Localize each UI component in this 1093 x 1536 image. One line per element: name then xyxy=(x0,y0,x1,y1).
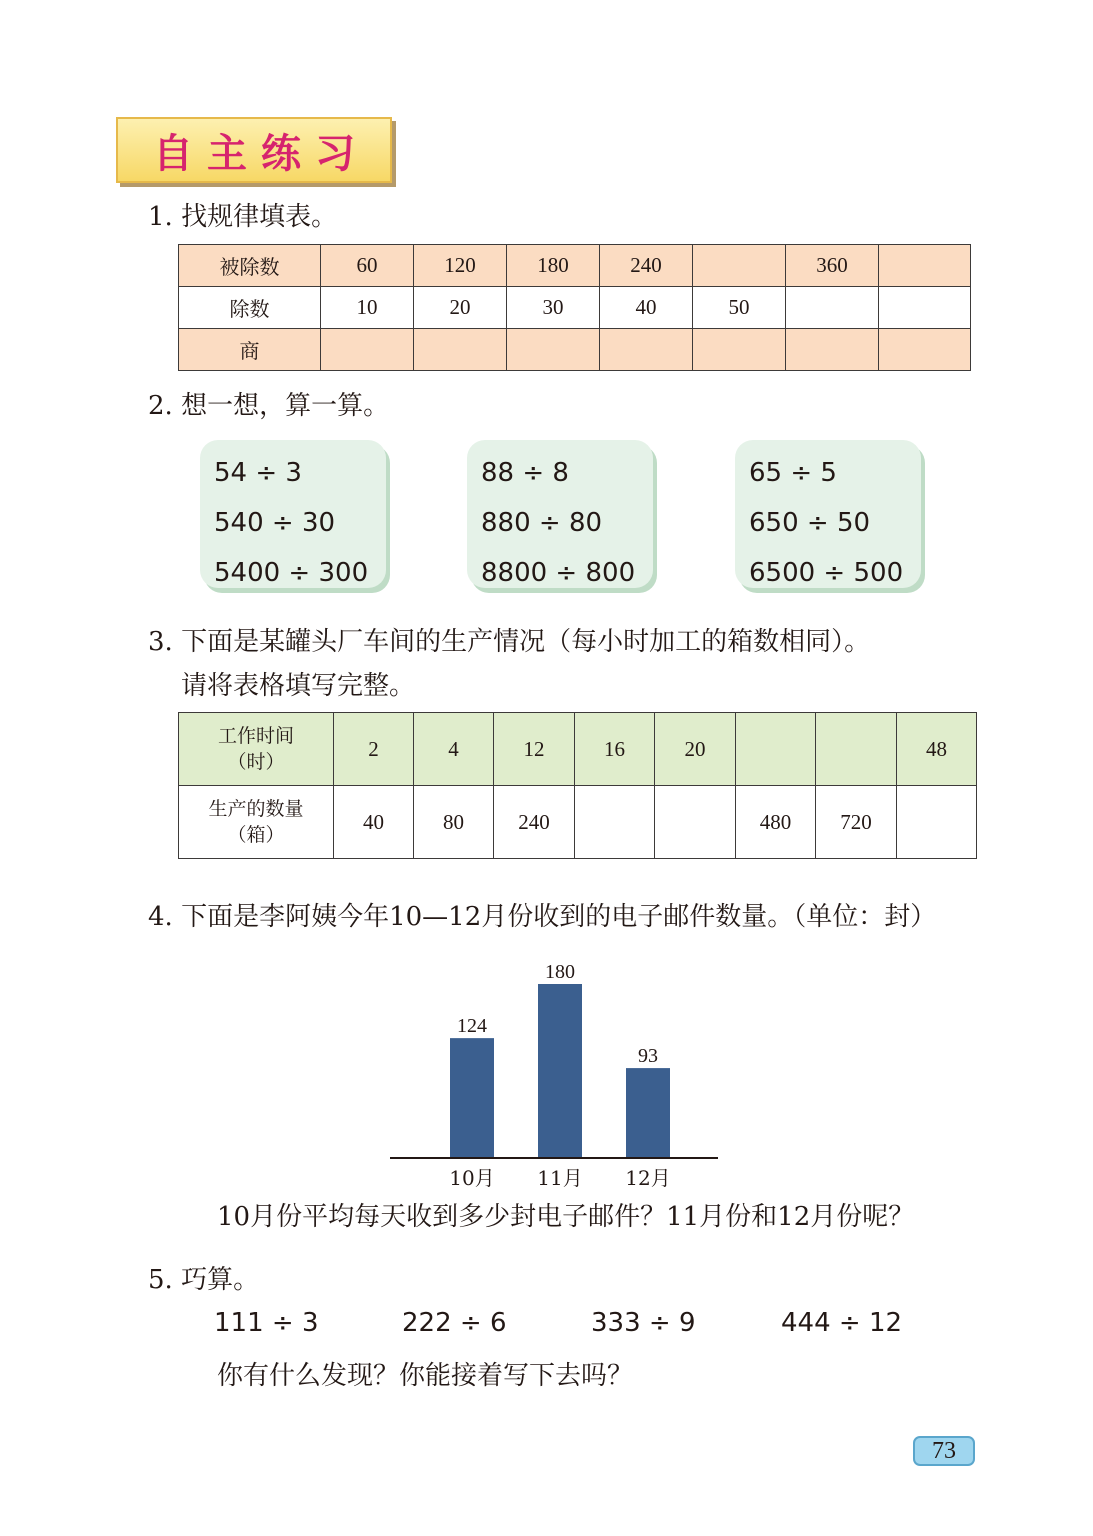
table-cell-blank[interactable] xyxy=(414,329,507,371)
table-cell-blank[interactable] xyxy=(736,713,816,786)
table-row-boxes xyxy=(179,786,977,859)
table-cell-blank[interactable] xyxy=(879,287,971,329)
table-cell: 120 xyxy=(414,245,507,287)
row-label: 商 xyxy=(179,329,321,371)
bar-11月 xyxy=(538,984,582,1158)
table-cell: 4 xyxy=(414,713,494,786)
calc-expression: 6500 ÷ 500 xyxy=(749,558,904,588)
table-cell-blank[interactable] xyxy=(507,329,600,371)
row-label xyxy=(179,713,334,786)
q5-title: 5. 巧算。 xyxy=(148,1265,260,1295)
trick-expression: 111 ÷ 3 xyxy=(214,1308,319,1338)
calc-expression: 8800 ÷ 800 xyxy=(481,558,636,588)
table-cell-blank[interactable] xyxy=(321,329,414,371)
q1-table xyxy=(178,244,971,371)
q3-table xyxy=(178,712,977,859)
trick-expression: 333 ÷ 9 xyxy=(591,1308,696,1338)
q3-title: 3. 下面是某罐头厂车间的生产情况（每小时加工的箱数相同）。 xyxy=(148,627,871,657)
table-cell: 480 xyxy=(736,786,816,859)
table-cell: 12 xyxy=(494,713,575,786)
calc-expression: 88 ÷ 8 xyxy=(481,458,569,488)
table-cell-blank[interactable] xyxy=(600,329,693,371)
bar-10月 xyxy=(450,1038,494,1158)
table-cell-blank[interactable] xyxy=(816,713,897,786)
table-cell: 30 xyxy=(507,287,600,329)
table-cell-blank[interactable] xyxy=(693,329,786,371)
table-cell-blank[interactable] xyxy=(786,287,879,329)
chart-bars xyxy=(449,961,670,1190)
trick-expression: 444 ÷ 12 xyxy=(781,1308,903,1338)
bar-12月 xyxy=(626,1068,670,1158)
table-cell-blank[interactable] xyxy=(693,245,786,287)
table-cell: 20 xyxy=(655,713,736,786)
table-cell: 240 xyxy=(494,786,575,859)
table-cell: 720 xyxy=(816,786,897,859)
table-cell-blank[interactable] xyxy=(575,786,655,859)
q1-title: 1. 找规律填表。 xyxy=(148,202,338,232)
category-label: 10月 xyxy=(449,1166,495,1190)
row-label: 被除数 xyxy=(179,245,321,287)
q3-title-line2: 请将表格填写完整。 xyxy=(181,671,416,701)
table-cell-blank[interactable] xyxy=(897,786,977,859)
bar-value-label: 180 xyxy=(545,961,575,983)
table-cell: 180 xyxy=(507,245,600,287)
calc-expression: 650 ÷ 50 xyxy=(749,508,871,538)
section-header xyxy=(116,117,392,183)
table-cell: 10 xyxy=(321,287,414,329)
table-row-quotient xyxy=(179,329,971,371)
row-label-line: 工作时间 xyxy=(217,725,294,747)
row-label-unit: （箱） xyxy=(227,824,285,846)
table-row-dividend xyxy=(179,245,971,287)
email-bar-chart xyxy=(388,955,722,1195)
table-cell: 50 xyxy=(693,287,786,329)
calc-expression: 5400 ÷ 300 xyxy=(214,558,369,588)
row-label-unit: （时） xyxy=(227,751,285,773)
row-label: 除数 xyxy=(179,287,321,329)
table-cell: 40 xyxy=(334,786,414,859)
row-label-line: 生产的数量 xyxy=(208,798,304,820)
table-cell: 60 xyxy=(321,245,414,287)
category-label: 11月 xyxy=(537,1166,583,1190)
category-label: 12月 xyxy=(625,1166,671,1190)
table-row-divisor xyxy=(179,287,971,329)
calc-expression: 880 ÷ 80 xyxy=(481,508,603,538)
q5-question: 你有什么发现？你能接着写下去吗？ xyxy=(217,1361,634,1391)
table-cell: 40 xyxy=(600,287,693,329)
table-cell-blank[interactable] xyxy=(879,245,971,287)
table-cell-blank[interactable] xyxy=(655,786,736,859)
table-row-hours xyxy=(179,713,977,786)
bar-value-label: 124 xyxy=(457,1015,487,1038)
table-cell: 16 xyxy=(575,713,655,786)
q4-title: 4. 下面是李阿姨今年10—12月份收到的电子邮件数量。（单位：封） xyxy=(148,902,937,932)
table-cell-blank[interactable] xyxy=(879,329,971,371)
table-cell: 360 xyxy=(786,245,879,287)
table-cell-blank[interactable] xyxy=(786,329,879,371)
q4-question: 10月份平均每天收到多少封电子邮件？11月份和12月份呢？ xyxy=(217,1202,915,1232)
calc-expression: 65 ÷ 5 xyxy=(749,458,837,488)
page-number: 73 xyxy=(913,1436,975,1466)
bar-value-label: 93 xyxy=(638,1045,658,1068)
calc-box-3 xyxy=(735,440,921,588)
q2-title: 2. 想一想，算一算。 xyxy=(148,391,390,421)
calc-box-2 xyxy=(467,440,653,588)
table-cell: 80 xyxy=(414,786,494,859)
calc-expression: 54 ÷ 3 xyxy=(214,458,302,488)
calc-box-1 xyxy=(200,440,386,588)
section-title: 自主练习 xyxy=(153,130,369,177)
trick-expression: 222 ÷ 6 xyxy=(402,1308,507,1338)
table-cell: 2 xyxy=(334,713,414,786)
table-cell: 48 xyxy=(897,713,977,786)
row-label xyxy=(179,786,334,859)
table-cell: 20 xyxy=(414,287,507,329)
table-cell: 240 xyxy=(600,245,693,287)
calc-expression: 540 ÷ 30 xyxy=(214,508,336,538)
